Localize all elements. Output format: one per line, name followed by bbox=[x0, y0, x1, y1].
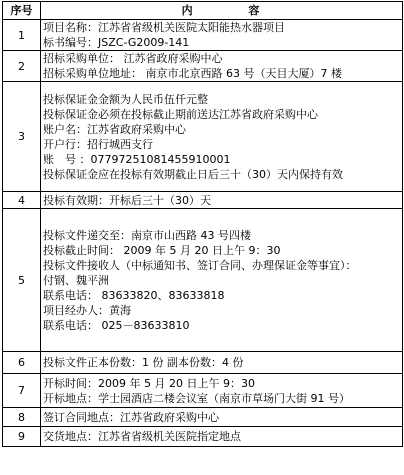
content-line: 联系电话： 83633820、83633818 bbox=[43, 288, 225, 302]
row-content bbox=[41, 427, 403, 447]
table-row bbox=[3, 209, 403, 352]
content-line: 投标截止时间： 2009 年 5 月 20 日上午 9：30 bbox=[43, 243, 281, 257]
content-line: 付钢、魏平洲 bbox=[43, 273, 109, 287]
row-content bbox=[41, 352, 403, 374]
row-number: 8 bbox=[3, 408, 41, 427]
content-line: 招标采购单位地址： 南京市北京西路 63 号（天目大厦）7 楼 bbox=[43, 67, 342, 80]
content-line: 账户名：江苏省政府采购中心 bbox=[43, 122, 186, 136]
row-number: 2 bbox=[3, 51, 41, 82]
content-line: 投标有效期：开标后三十（30）天 bbox=[43, 193, 211, 207]
row-content bbox=[41, 374, 403, 408]
content-line: 投标保证金金额为人民币伍仟元整 bbox=[43, 92, 208, 106]
content-line: 账 号 ：0779725108145591000​1 bbox=[43, 152, 231, 166]
content-line: 开标地点：学士园酒店二楼会议室（南京市草场门大街 91 号） bbox=[43, 391, 350, 405]
row-number: 7 bbox=[3, 374, 41, 408]
row-content bbox=[41, 408, 403, 427]
row-content bbox=[41, 20, 403, 51]
content-line: 投标文件接收人（中标通知书、签订合同、办理保证金等事宜）： bbox=[43, 258, 357, 272]
table-row bbox=[3, 352, 403, 374]
row-number: 5 bbox=[3, 209, 41, 352]
content-line: 投标文件正本份数：1 份 副本份数：4 份 bbox=[43, 356, 244, 369]
table-row bbox=[3, 82, 403, 192]
content-line: 签订合同地点：江苏省政府采购中心 bbox=[43, 410, 219, 424]
content-line: 项目名称：江苏省省级机关医院太阳能热水器项目 bbox=[43, 21, 285, 34]
row-number: 6 bbox=[3, 352, 41, 374]
row-content bbox=[41, 209, 403, 352]
content-line: 开户行：招行城西支行 bbox=[43, 137, 153, 151]
content-line: 投标保证金必须在投标截止期前送达江苏省政府采购中心 bbox=[43, 107, 318, 121]
table-header-row bbox=[3, 2, 403, 20]
row-content bbox=[41, 192, 403, 209]
header-content: 内 容 bbox=[41, 2, 403, 20]
row-number: 3 bbox=[3, 82, 41, 192]
table-row bbox=[3, 408, 403, 427]
content-line: 项目经办人：黄海 bbox=[43, 303, 131, 317]
content-line: 投标保证金应在投标有效期截止日后三十（30）天内保持有效 bbox=[43, 167, 343, 181]
header-seq: 序号 bbox=[3, 2, 41, 20]
row-number: 4 bbox=[3, 192, 41, 209]
content-line: 开标时间：2009 年 5 月 20 日上午 9：30 bbox=[43, 376, 255, 390]
info-table bbox=[2, 1, 403, 447]
table-row bbox=[3, 51, 403, 82]
table-row bbox=[3, 20, 403, 51]
row-content bbox=[41, 82, 403, 192]
content-line: 招标采购单位： 江苏省政府采购中心 bbox=[43, 52, 223, 65]
content-line: 投标文件递交至：南京市山西路 43 号四楼 bbox=[43, 228, 251, 242]
row-number: 9 bbox=[3, 427, 41, 447]
table-row bbox=[3, 374, 403, 408]
content-line: 交货地点：江苏省省级机关医院指定地点 bbox=[43, 430, 241, 443]
content-line: 联系电话： 025－83633810 bbox=[43, 318, 190, 332]
row-content bbox=[41, 51, 403, 82]
row-number: 1 bbox=[3, 20, 41, 51]
table-row bbox=[3, 427, 403, 447]
table-row bbox=[3, 192, 403, 209]
content-line: 标书编号：JSZC-G2009-141 bbox=[43, 36, 190, 49]
